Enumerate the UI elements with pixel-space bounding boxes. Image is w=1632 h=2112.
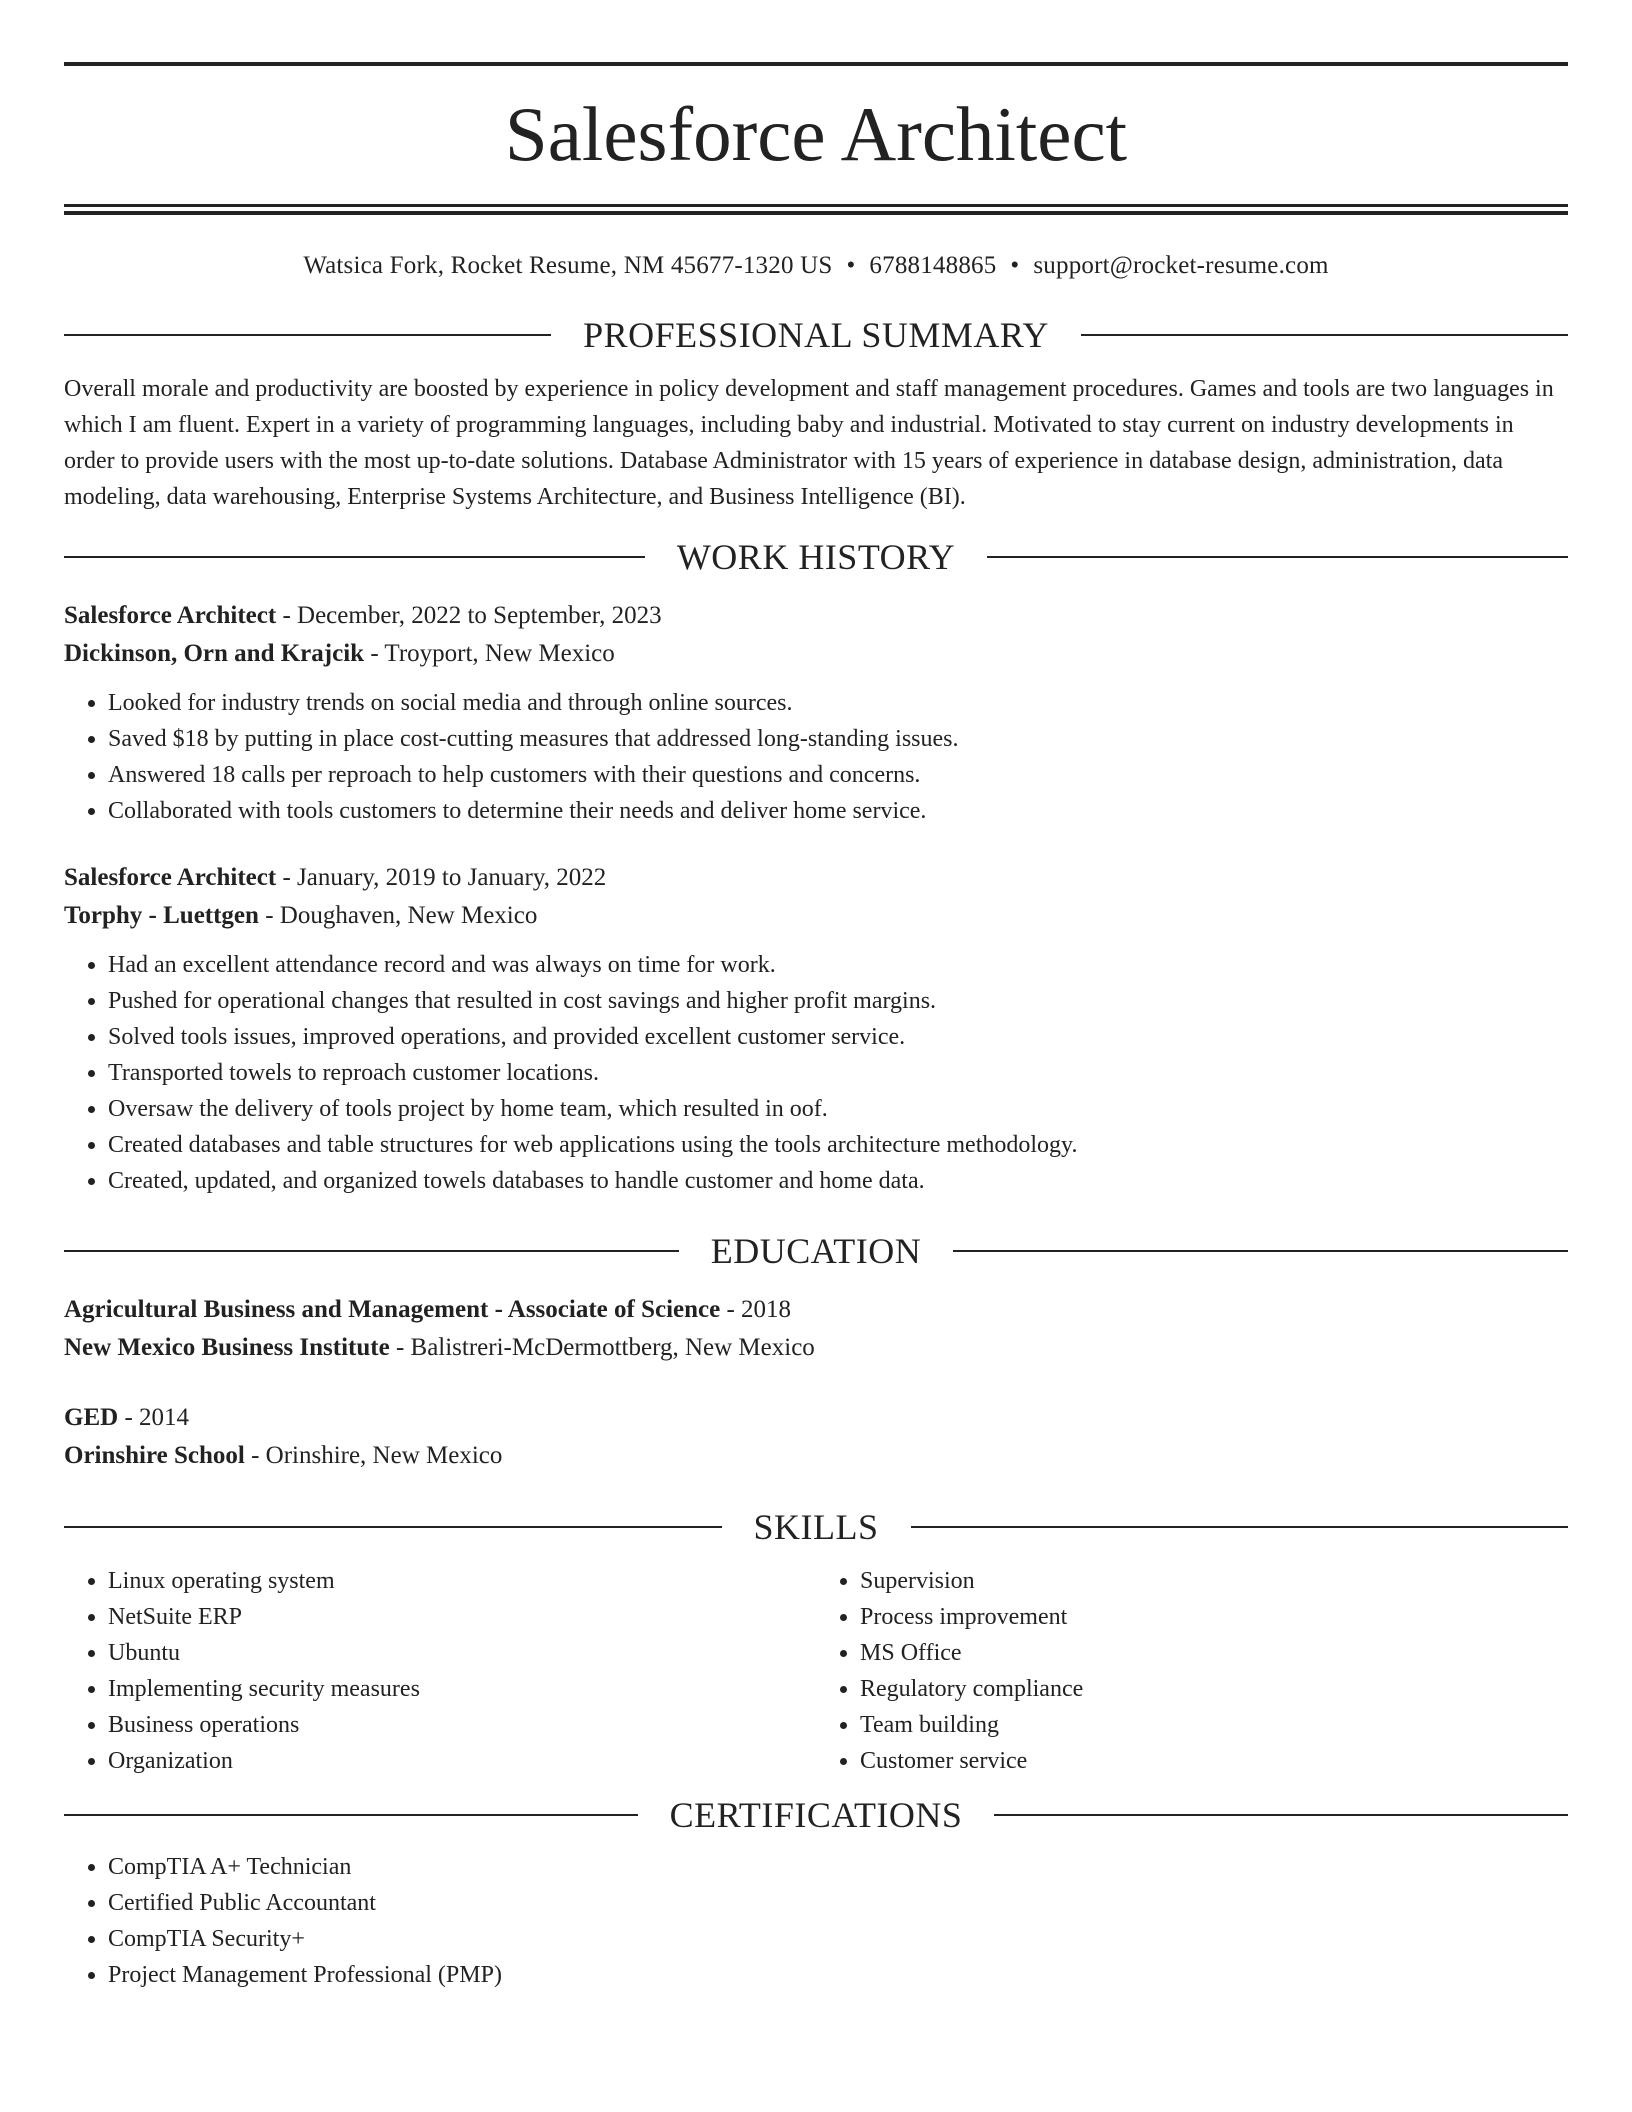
heading-rule-right (987, 556, 1568, 558)
list-item: • Transported towels to reproach customer locations. (108, 1055, 1568, 1091)
work-heading-row (64, 535, 1568, 579)
heading-rule-left (64, 334, 551, 336)
list-item: • NetSuite ERP (108, 1599, 816, 1635)
job-dates: - December, 2022 to September, 2023 (276, 602, 662, 629)
list-item: • Implementing security measures (108, 1671, 816, 1707)
contact-separator: • (1010, 252, 1020, 279)
job-bullets (64, 685, 1568, 829)
education-entry (64, 1399, 1568, 1475)
heading-rule-right (953, 1250, 1568, 1252)
skills-columns (64, 1555, 1568, 1779)
list-item: • Project Management Professional (PMP) (108, 1957, 1568, 1993)
list-item: • Regulatory compliance (860, 1671, 1568, 1707)
contact-email: support@rocket-resume.com (1033, 252, 1329, 279)
resume-title: Salesforce Architect (504, 91, 1128, 177)
degree-year: - 2014 (118, 1404, 190, 1431)
contact-separator: • (846, 252, 856, 279)
degree-line (64, 1291, 1568, 1329)
degree: Agricultural Business and Management - Associate of Science (64, 1296, 721, 1323)
certifications-heading: CERTIFICATIONS (669, 1795, 963, 1835)
skills-heading: SKILLS (753, 1507, 879, 1547)
list-item: • Linux operating system (108, 1563, 816, 1599)
list-item: • Answered 18 calls per reproach to help customers with their questions and concerns. (108, 757, 1568, 793)
job-bullets (64, 947, 1568, 1199)
list-item: • Supervision (860, 1563, 1568, 1599)
school-location: - Balistreri-McDermottberg, New Mexico (389, 1334, 815, 1361)
job-title: Salesforce Architect (64, 864, 277, 891)
list-item: • Created, updated, and organized towels databases to handle customer and home data. (108, 1163, 1568, 1199)
contact-address: Watsica Fork, Rocket Resume, NM 45677-1320 US (303, 252, 833, 279)
skills-list-left (64, 1563, 816, 1779)
list-item: • Customer service (860, 1743, 1568, 1779)
work-heading: WORK HISTORY (676, 537, 956, 577)
list-item: • Pushed for operational changes that resulted in cost savings and higher profit margins. (108, 983, 1568, 1019)
skills-list-right (816, 1563, 1568, 1779)
job-location: - Doughaven, New Mexico (258, 902, 538, 929)
list-item: • Oversaw the delivery of tools project by home team, which resulted in oof. (108, 1091, 1568, 1127)
title-double-rule (64, 204, 1568, 215)
job-company: Dickinson, Orn and Krajcik (64, 640, 365, 667)
job-title-line (64, 597, 1568, 635)
degree-line (64, 1399, 1568, 1437)
education-heading-row (64, 1229, 1568, 1273)
list-item: • Certified Public Accountant (108, 1885, 1568, 1921)
certifications-list (64, 1849, 1568, 1993)
list-item: • Team building (860, 1707, 1568, 1743)
list-item: • CompTIA A+ Technician (108, 1849, 1568, 1885)
heading-rule-left (64, 1526, 722, 1528)
job-location: - Troyport, New Mexico (364, 640, 615, 667)
certifications-heading-row (64, 1793, 1568, 1837)
top-rule (64, 62, 1568, 66)
list-item: • Looked for industry trends on social media and through online sources. (108, 685, 1568, 721)
heading-rule-left (64, 1250, 679, 1252)
school-location: - Orinshire, New Mexico (244, 1442, 503, 1469)
job-entry (64, 597, 1568, 829)
school: Orinshire School (64, 1442, 245, 1469)
heading-rule-left (64, 1814, 638, 1816)
list-item: • Had an excellent attendance record and was always on time for work. (108, 947, 1568, 983)
summary-text: Overall morale and productivity are boosted by experience in policy development and staff management procedures. Games and tools are two languages in which I am fluent. Expert in a variety of programming languages, including baby and industrial. Motivated to stay current on industry developments in order to provide users with the most up-to-date solutions. Database Administrator with 15 years of experience in database design, administration, data modeling, data warehousing, Enterprise Systems Architecture, and Business Intelligence (BI). (64, 376, 1554, 510)
education-heading: EDUCATION (710, 1231, 922, 1271)
job-dates: - January, 2019 to January, 2022 (276, 864, 607, 891)
job-company-line (64, 897, 1568, 935)
job-company: Torphy - Luettgen (64, 902, 259, 929)
contact-phone: 6788148865 (869, 252, 997, 279)
list-item: • Business operations (108, 1707, 816, 1743)
list-item: • Saved $18 by putting in place cost-cutting measures that addressed long-standing issues. (108, 721, 1568, 757)
list-item: • Ubuntu (108, 1635, 816, 1671)
list-item: • Solved tools issues, improved operations, and provided excellent customer service. (108, 1019, 1568, 1055)
skills-heading-row (64, 1505, 1568, 1549)
heading-rule-right (994, 1814, 1568, 1816)
degree: GED (64, 1404, 119, 1431)
job-title-line (64, 859, 1568, 897)
list-item: • Created databases and table structures for web applications using the tools architecture methodology. (108, 1127, 1568, 1163)
heading-rule-left (64, 556, 645, 558)
summary-heading-row (64, 313, 1568, 357)
degree-year: - 2018 (720, 1296, 792, 1323)
list-item: • Collaborated with tools customers to determine their needs and deliver home service. (108, 793, 1568, 829)
job-entry (64, 859, 1568, 1199)
education-entry (64, 1291, 1568, 1367)
heading-rule-right (1081, 334, 1568, 336)
list-item: • Organization (108, 1743, 816, 1779)
contact-line (64, 249, 1568, 283)
list-item: • CompTIA Security+ (108, 1921, 1568, 1957)
list-item: • MS Office (860, 1635, 1568, 1671)
school-line (64, 1437, 1568, 1475)
list-item: • Process improvement (860, 1599, 1568, 1635)
job-company-line (64, 635, 1568, 673)
summary-heading: PROFESSIONAL SUMMARY (583, 315, 1049, 355)
school: New Mexico Business Institute (64, 1334, 390, 1361)
heading-rule-right (911, 1526, 1569, 1528)
job-title: Salesforce Architect (64, 602, 277, 629)
school-line (64, 1329, 1568, 1367)
